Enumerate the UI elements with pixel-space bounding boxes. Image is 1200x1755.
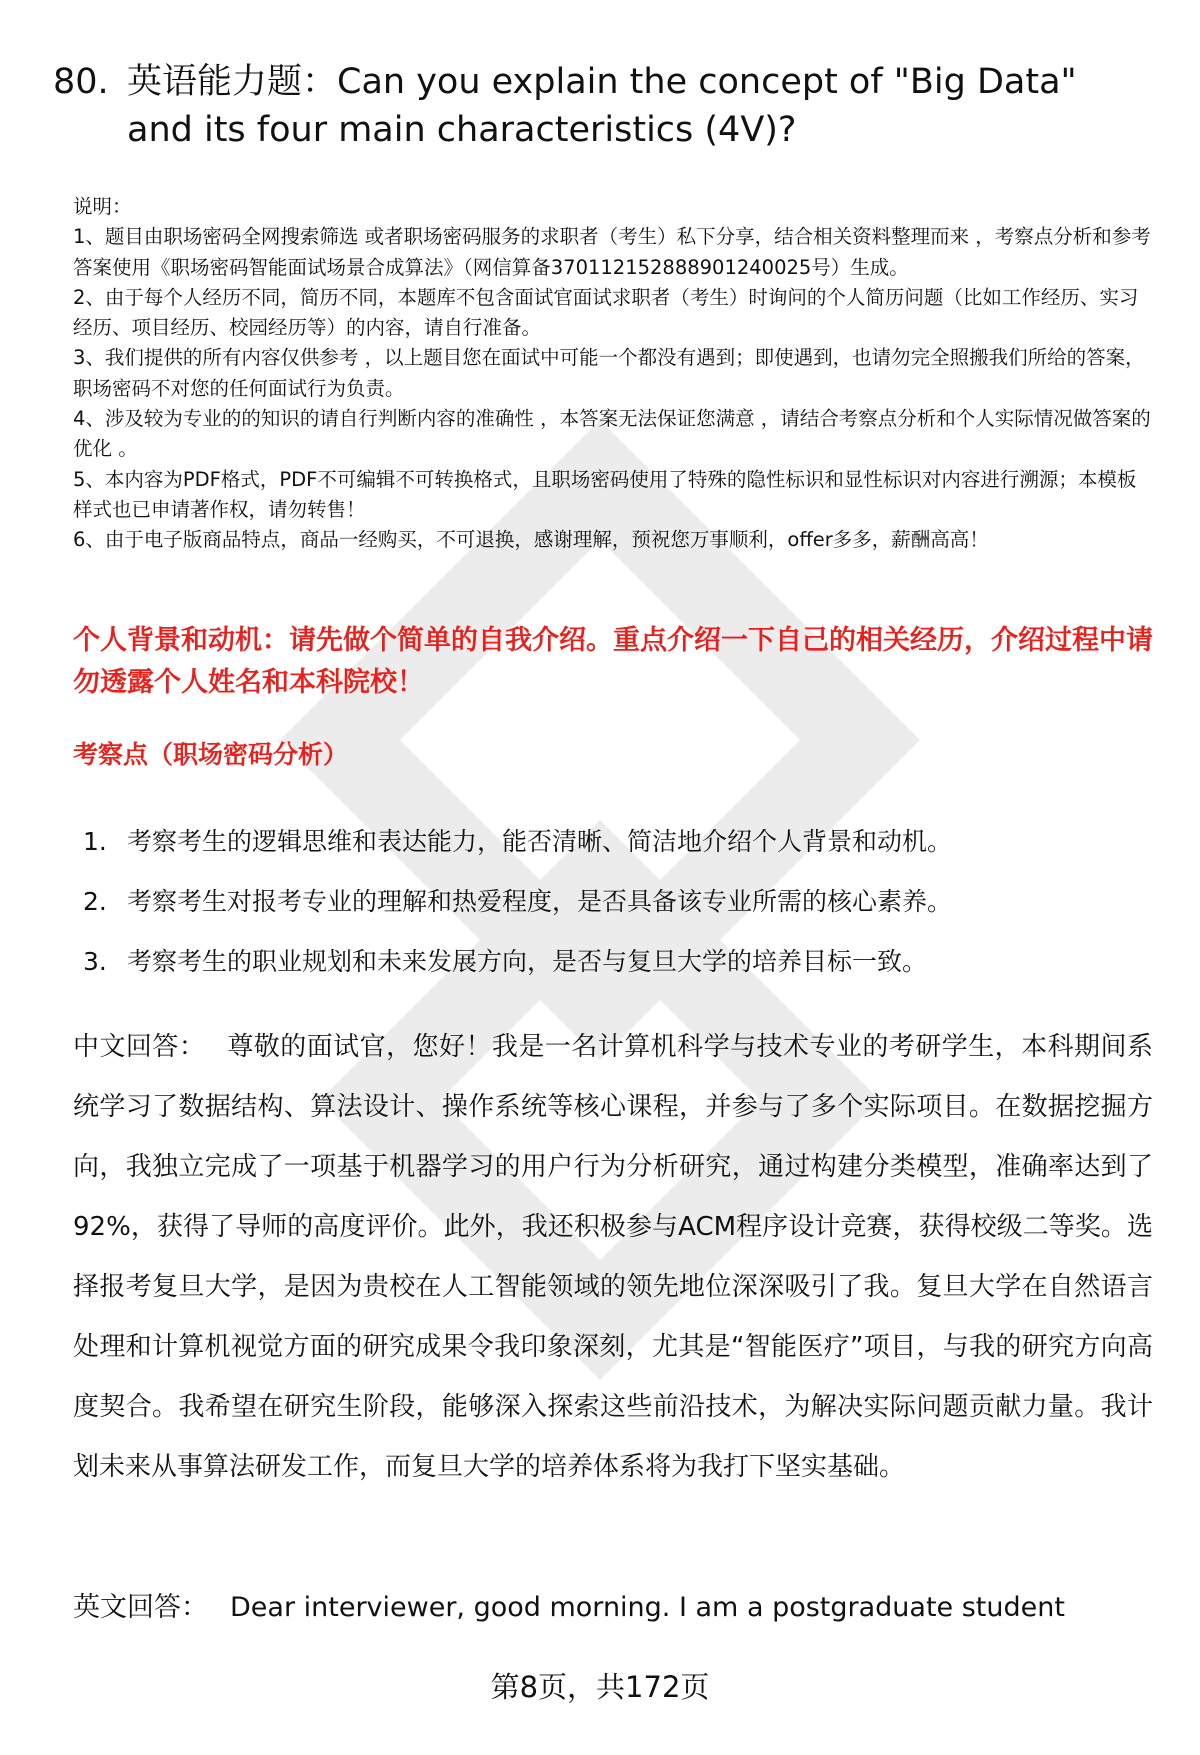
chinese-answer-text: 尊敬的面试官，您好！我是一名计算机科学与技术专业的考研学生，本科期间系统学习了数据结构、算法设计、操作系统等核心课程，并参与了多个实际项目。在数据挖掘方向，我独立完成了一项基于机器学习的用户行为分析研究，通过构建分类模型，准确率达到了92%，获得了导师的高度评价。此外，我还积极参与ACM程序设计竞赛，获得校级二等奖。选择报考复旦大学，是因为贵校在人工智能领域的领先地位深深吸引了我。复旦大学在自然语言处理和计算机视觉方面的研究成果令我印象深刻，尤其是“智能医疗”项目，与我的研究方向高度契合。我希望在研究生阶段，能够深入探索这些前沿技术，为解决实际问题贡献力量。我计划未来从事算法研发工作，而复旦大学的培养体系将为我打下坚实基础。 (73, 1032, 1153, 1482)
item-number: 2. (83, 887, 107, 916)
note-item: 2、由于每个人经历不同，简历不同，本题库不包含面试官面试求职者（考生）时询问的个人简历问题（比如工作经历、实习经历、项目经历、校园经历等）的内容，请自行准备。 (73, 285, 1139, 340)
note-item: 6、由于电子版商品特点，商品一经购买，不可退换，感谢理解，预祝您万事顺利，offer多多，薪酬高高！ (73, 528, 989, 552)
notes-section (73, 192, 1153, 556)
list-item (83, 812, 1153, 872)
english-answer (73, 1578, 1153, 1638)
page-footer: 第8页，共172页 (490, 1670, 710, 1704)
list-item (83, 932, 1153, 992)
english-answer-text: Dear interviewer, good morning. I am a postgraduate student (230, 1592, 1065, 1623)
item-text: 考察考生对报考专业的理解和热爱程度，是否具备该专业所需的核心素养。 (127, 887, 953, 916)
item-text: 考察考生的逻辑思维和表达能力，能否清晰、简洁地介绍个人背景和动机。 (127, 827, 953, 856)
chinese-answer-label: 中文回答： (73, 1032, 206, 1062)
item-number: 3. (83, 947, 107, 976)
note-item: 4、涉及较为专业的的知识的请自行判断内容的准确性 ，本答案无法保证您满意 ，请结合考察点分析和个人实际情况做答案的优化 。 (73, 407, 1151, 461)
question-number: 80. (53, 62, 109, 102)
item-text: 考察考生的职业规划和未来发展方向，是否与复旦大学的培养目标一致。 (127, 947, 928, 976)
section-heading: 个人背景和动机：请先做个简单的自我介绍。重点介绍一下自己的相关经历，介绍过程中请勿透露个人姓名和本科院校！ (73, 625, 1153, 698)
question-title (53, 58, 1153, 154)
note-item: 3、我们提供的所有内容仅供参考 ，以上题目您在面试中可能一个都没有遇到；即使遇到，也请勿完全照搬我们所给的答案，职场密码不对您的任何面试行为负责。 (73, 346, 1145, 400)
english-answer-label: 英文回答： (73, 1592, 208, 1623)
note-item: 5、本内容为PDF格式，PDF不可编辑不可转换格式，且职场密码使用了特殊的隐性标识和显性标识对内容进行溯源；本模板样式也已申请著作权，请勿转售！ (73, 467, 1137, 521)
analysis-title: 考察点（职场密码分析） (73, 740, 349, 769)
analysis-list (83, 812, 1153, 992)
question-text: 英语能力题：Can you explain the concept of "Big Data" and its four main characteristics (4V)? (127, 62, 1077, 150)
note-item: 1、题目由职场密码全网搜索筛选 或者职场密码服务的求职者（考生）私下分享，结合相关资料整理而来 ，考察点分析和参考答案使用《职场密码智能面试场景合成算法》（网信算备370112152888901240025号）生成。 (73, 225, 1151, 279)
chinese-answer (73, 1017, 1153, 1497)
item-number: 1. (83, 827, 107, 856)
list-item (83, 872, 1153, 932)
notes-title: 说明： (73, 195, 132, 218)
